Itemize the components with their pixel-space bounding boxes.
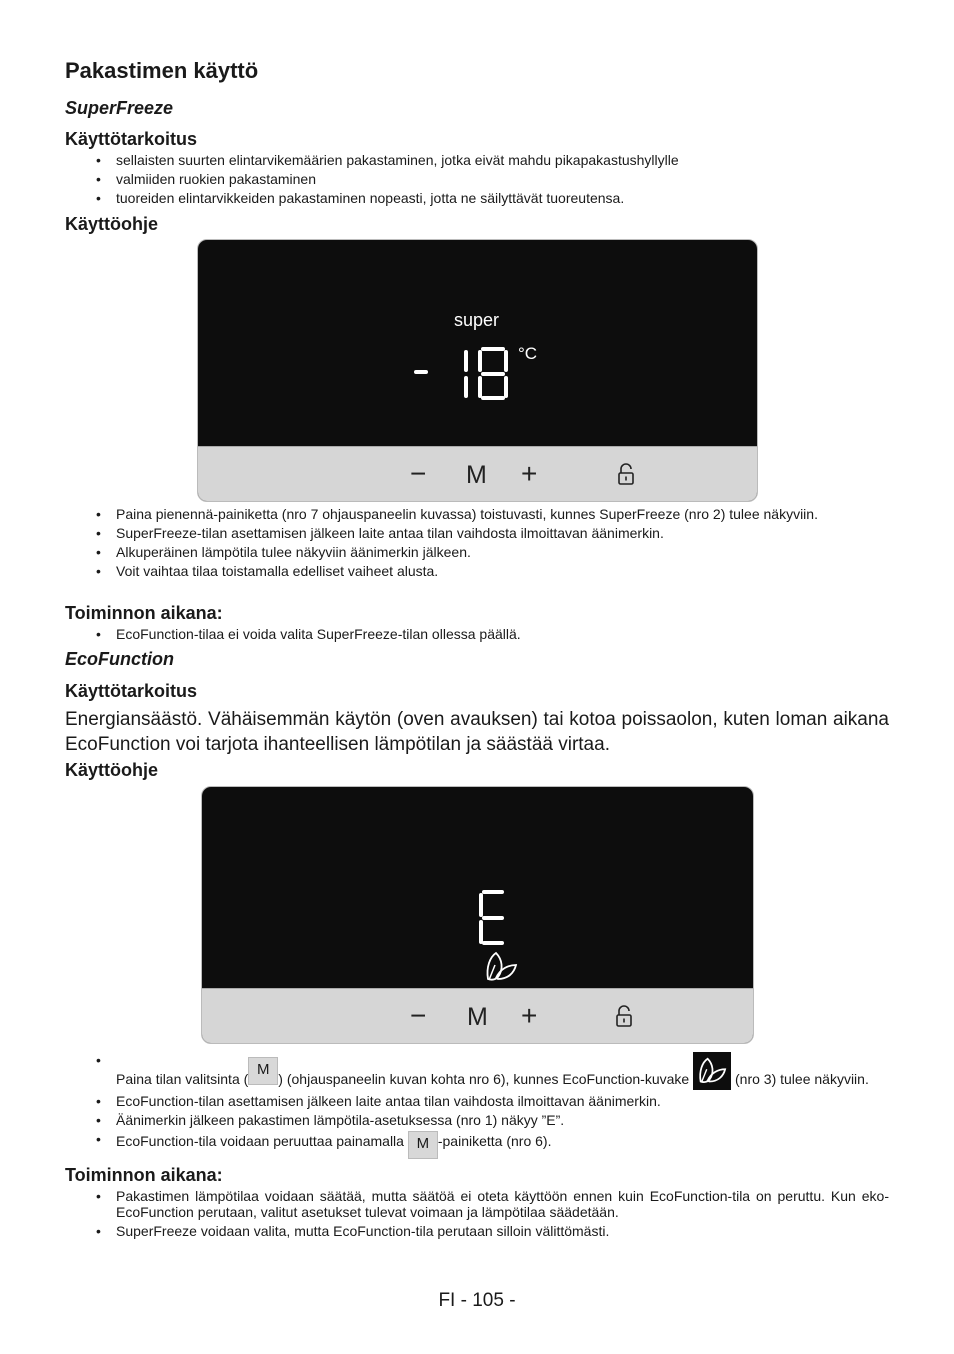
digit-eight-segment: [478, 350, 482, 372]
digit-eight-segment: [504, 350, 508, 372]
superfreeze-heading: SuperFreeze: [65, 98, 174, 118]
digit-e-segment: [479, 893, 483, 917]
digit-e-segment: [482, 890, 504, 894]
superfreeze-during-heading: Toiminnon aikana:: [65, 603, 223, 623]
lock-icon[interactable]: [617, 462, 635, 486]
step1-text-a: Paina tilan valitsinta (: [116, 1071, 249, 1087]
list-item: • Pakastimen lämpötilaa voidaan säätää, mutta säätöä ei oteta käyttöön ennen kuin EcoFunction-tila on peruttu. Kun eko-EcoFunction perutaan, valitut asetukset tulevat voimaan ja lämpötilaa säädetään.: [96, 1188, 889, 1220]
digit-one-segment: [464, 350, 468, 372]
leaf-icon: [697, 1057, 727, 1085]
eco-icon-inline: [693, 1052, 731, 1090]
list-item: • SuperFreeze-tilan asettamisen jälkeen laite antaa tilan vaihdosta ilmoittavan äänimerkin.: [96, 525, 889, 541]
page-title: Pakastimen käyttö: [65, 58, 259, 83]
mode-button[interactable]: M: [467, 1003, 488, 1031]
superfreeze-purpose-heading: Käyttötarkoitus: [65, 129, 198, 149]
super-mode-text: super: [454, 310, 500, 330]
plus-button[interactable]: +: [521, 458, 538, 489]
plus-button[interactable]: +: [521, 1000, 538, 1031]
list-item: • Voit vaihtaa tilaa toistamalla edelliset vaiheet alusta.: [96, 563, 889, 579]
superfreeze-steps-list: [96, 506, 889, 582]
mode-button-inline: M: [248, 1057, 278, 1085]
step1-text-b: ) (ohjauspaneelin kuvan kohta nro 6), kunnes EcoFunction-kuvake: [278, 1071, 690, 1087]
superfreeze-control-panel: [197, 239, 758, 502]
superfreeze-howto-heading: Käyttöohje: [65, 214, 159, 234]
minus-button[interactable]: −: [410, 458, 427, 489]
step4-text-b: -painiketta (nro 6).: [437, 1133, 552, 1149]
digit-eight-segment: [481, 372, 505, 376]
unit-celsius: °C: [518, 344, 538, 363]
step1-text-c: (nro 3) tulee näkyviin.: [735, 1071, 869, 1087]
list-item: • tuoreiden elintarvikkeiden pakastaminen nopeasti, jotta ne säilyttävät tuoreutensa.: [96, 190, 889, 206]
mode-button-inline: M: [408, 1131, 438, 1159]
eco-during-list: [96, 1188, 889, 1242]
list-item: • Paina pienennä-painiketta (nro 7 ohjauspaneelin kuvassa) toistuvasti, kunnes SuperFreeze (nro 2) tulee näkyviin.: [96, 506, 889, 522]
digit-eight-segment: [478, 376, 482, 398]
digit-e-segment: [482, 941, 504, 945]
list-item: • Äänimerkin jälkeen pakastimen lämpötila-asetuksessa (nro 1) näkyy ”E”.: [96, 1112, 889, 1128]
list-item: • EcoFunction-tilan asettamisen jälkeen laite antaa tilan vaihdosta ilmoittavan äänimerkin.: [96, 1093, 889, 1109]
mode-button[interactable]: M: [466, 461, 487, 489]
digit-one-segment: [464, 376, 468, 398]
eco-steps-list: [96, 1052, 889, 1162]
list-item: • sellaisten suurten elintarvikemäärien pakastaminen, jotka eivät mahdu pikapakastushyllylle: [96, 152, 889, 168]
digit-e-segment: [482, 916, 504, 920]
digit-eight-segment: [504, 376, 508, 398]
list-item: [96, 1131, 889, 1159]
list-item: • EcoFunction-tilaa ei voida valita SuperFreeze-tilan ollessa päällä.: [96, 626, 889, 642]
step4-text-a: EcoFunction-tila voidaan peruuttaa painamalla: [116, 1133, 404, 1149]
eco-howto-heading: Käyttöohje: [65, 760, 159, 780]
eco-control-panel: [201, 786, 754, 1044]
superfreeze-during-list: [96, 626, 889, 645]
eco-purpose-heading: Käyttötarkoitus: [65, 681, 198, 701]
minus-button[interactable]: −: [410, 1000, 427, 1031]
button-bar: [202, 988, 753, 1043]
page-number: FI - 105 -: [438, 1290, 516, 1311]
button-bar: [198, 446, 757, 501]
superfreeze-purpose-list: [96, 152, 889, 209]
list-item: • SuperFreeze voidaan valita, mutta EcoFunction-tila perutaan silloin välittömästi.: [96, 1223, 889, 1239]
minus-segment: [414, 370, 428, 374]
eco-purpose-text: Energiansäästö. Vähäisemmän käytön (oven avauksen) tai kotoa poissaolon, kuten loman aikana EcoFunction voi tarjota ihanteellisen lämpötilan ja säästää virtaa.: [65, 709, 889, 755]
leaf-icon: [484, 951, 518, 983]
eco-heading: EcoFunction: [65, 649, 174, 669]
list-item: [96, 1052, 889, 1090]
eco-during-heading: Toiminnon aikana:: [65, 1165, 223, 1185]
list-item: • valmiiden ruokien pakastaminen: [96, 171, 889, 187]
digit-eight-segment: [481, 396, 505, 400]
list-item: • Alkuperäinen lämpötila tulee näkyviin äänimerkin jälkeen.: [96, 544, 889, 560]
digit-eight-segment: [481, 347, 505, 351]
lock-icon[interactable]: [615, 1004, 633, 1028]
